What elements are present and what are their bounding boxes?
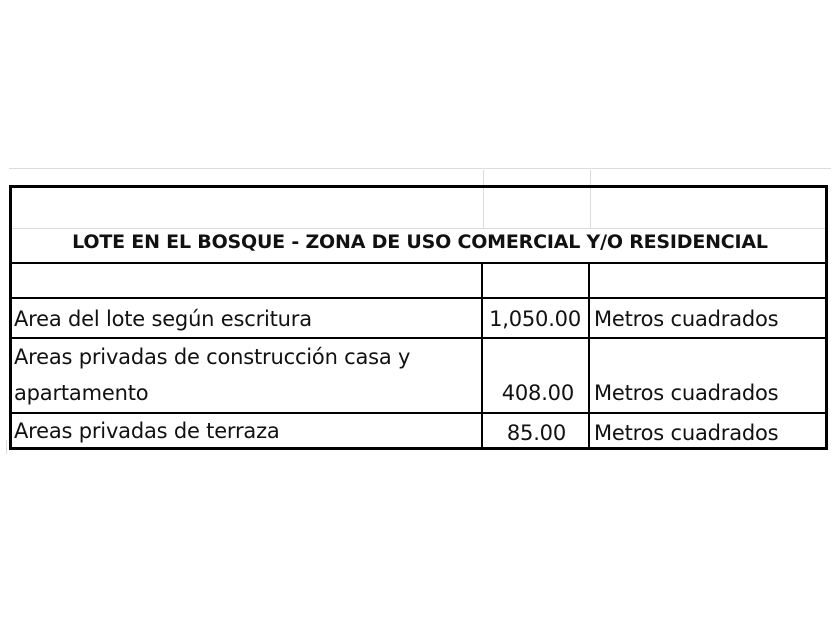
row-divider [12,297,825,299]
table-cell-unit: Metros cuadrados [594,421,779,445]
sheet-title: LOTE EN EL BOSQUE - ZONA DE USO COMERCIAL Y/O RESIDENCIAL [72,231,768,253]
row-divider [12,262,825,264]
column-divider [481,262,483,448]
gridline [483,170,484,186]
table-cell-description: Area del lote según escritura [14,307,312,331]
table-cell-unit: Metros cuadrados [594,381,779,405]
column-divider [588,262,590,448]
table-cell-description: apartamento [14,381,149,405]
table-cell-description: Areas privadas de construcción casa y [14,345,411,369]
table-cell-value: 1,050.00 [489,307,581,331]
gridline [9,168,831,169]
row-divider [12,337,825,339]
gridline [6,440,7,454]
table-cell-description: Areas privadas de terraza [14,419,280,443]
gridline [590,170,591,186]
table-cell-value: 85.00 [506,421,566,445]
table-cell-unit: Metros cuadrados [594,307,779,331]
row-divider [12,412,825,414]
table-cell-value: 408.00 [501,381,574,405]
